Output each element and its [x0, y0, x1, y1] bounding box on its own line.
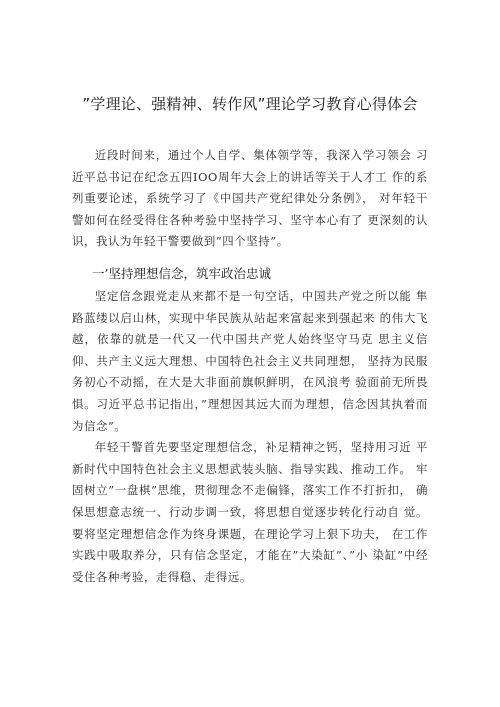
- section1-paragraph-1: 坚定信念跟党走从来都不是一句空话，中国共产党之所以能 隼路蓝缕以启山林，实现中华民族从站起来富起来到强起来 的伟大飞越，依靠的就是一代又一代中国共产党人始终坚守马克 思主义信仰、共产主义远大理想、中国特色社会主义共同理想， 坚持为民服务初心不动摇，在大是大非面前旗帜鲜明，在风浪考 验面前无所畏惧。习近平总书记指出，”理想因其远大而为理想，信念因其执着而为信念”。: [72, 289, 428, 433]
- section1-paragraph-2: 年轻干警首先要坚定理想信念，补足精神之钙，坚持用习近 平新时代中国特色社会主义思想武装头脑、指导实践、推动工作。 牢固树立”一盘棋”思维，贯彻理念不走偏锋，落实工作不打折扣， 确保思想意志统一、行动步调一致，将思想自觉逐步转化行动自 觉。要将坚定理想信念作为终身课题，在理论学习上狠下功夫， 在工作实践中吸取养分，只有信念坚定，才能在”大染缸”、”小 染缸”中经受住各种考验，走得稳、走得远。: [72, 440, 428, 584]
- intro-paragraph: 近段时间来，通过个人自学、集体领学等，我深入学习领会 习近平总书记在纪念五四IOO周年大会上的讲话等关于人才工 作的系列重要论述，系统学习了《中国共产党纪律处分条例》， 对年轻干警如何在经受得住各种考验中坚持学习、坚守本心有了 更深刻的认识，我认为年轻干警要做到”四个坚持”。: [72, 148, 428, 249]
- intro-block: [72, 145, 428, 253]
- document-title: ”学理论、强精神、转作风”理论学习教育心得体会: [82, 95, 418, 113]
- section1-block: [72, 286, 428, 588]
- section1-heading: 一’坚持理想信念，筑牢政治忠诚: [92, 266, 271, 281]
